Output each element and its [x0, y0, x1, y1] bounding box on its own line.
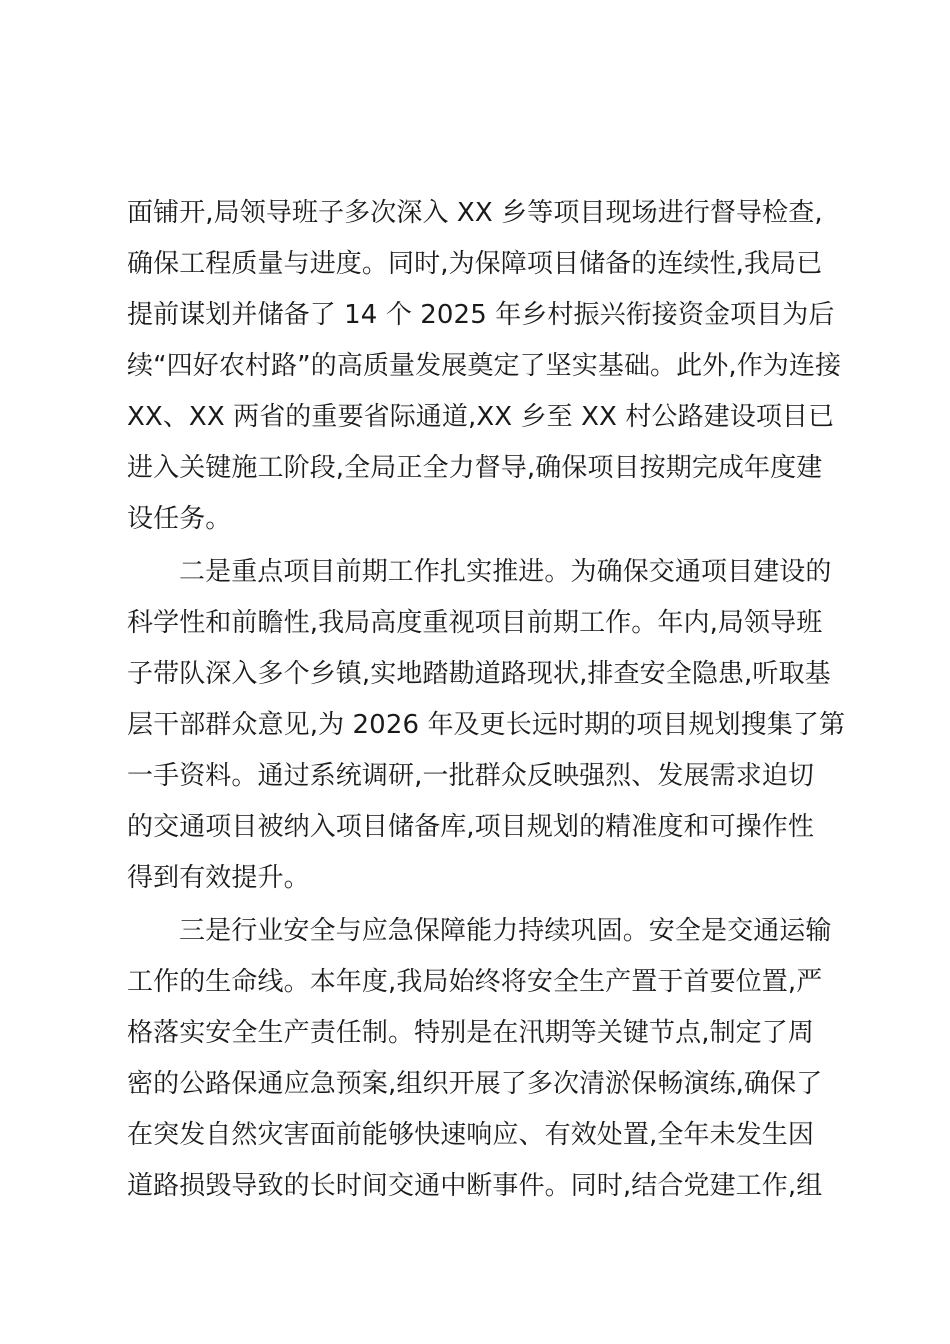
text-line: 一手资料。通过系统调研,一批群众反映强烈、发展需求迫切	[127, 761, 814, 791]
text-line: 格落实安全生产责任制。特别是在汛期等关键节点,制定了周	[127, 1018, 814, 1048]
text-line: 道路损毁导致的长时间交通中断事件。同时,结合党建工作,组	[127, 1171, 823, 1201]
text-line: 续“四好农村路”的高质量发展奠定了坚实基础。此外,作为连接	[127, 351, 842, 381]
text-line: 得到有效提升。	[127, 863, 310, 893]
text-line: 三是行业安全与应急保障能力持续巩固。安全是交通运输	[179, 916, 832, 946]
text-line: 在突发自然灾害面前能够快速响应、有效处置,全年未发生因	[127, 1120, 814, 1150]
text-line: 面铺开,局领导班子多次深入 XX 乡等项目现场进行督导检查,	[127, 198, 823, 228]
text-line: 的交通项目被纳入项目储备库,项目规划的精准度和可操作性	[127, 812, 814, 842]
text-line: 科学性和前瞻性,我局高度重视项目前期工作。年内,局领导班	[127, 608, 823, 638]
text-line: XX、XX 两省的重要省际通道,XX 乡至 XX 村公路建设项目已	[127, 402, 835, 432]
document-body	[127, 188, 846, 1212]
text-line: 进入关键施工阶段,全局正全力督导,确保项目按期完成年度建	[127, 453, 823, 483]
text-line: 二是重点项目前期工作扎实推进。为确保交通项目建设的	[179, 557, 832, 587]
text-line: 工作的生命线。本年度,我局始终将安全生产置于首要位置,严	[127, 967, 823, 997]
text-line: 设任务。	[127, 504, 232, 534]
text-line: 提前谋划并储备了 14 个 2025 年乡村振兴衔接资金项目为后	[127, 300, 835, 330]
paragraph-2	[127, 547, 846, 904]
paragraph-3	[127, 906, 832, 1212]
text-line: 密的公路保通应急预案,组织开展了多次清淤保畅演练,确保了	[127, 1069, 823, 1099]
text-line: 子带队深入多个乡镇,实地踏勘道路现状,排查安全隐患,听取基	[127, 659, 831, 689]
text-line: 确保工程质量与进度。同时,为保障项目储备的连续性,我局已	[127, 249, 823, 279]
text-line: 层干部群众意见,为 2026 年及更长远时期的项目规划搜集了第	[127, 710, 846, 740]
paragraph-1	[127, 188, 842, 545]
